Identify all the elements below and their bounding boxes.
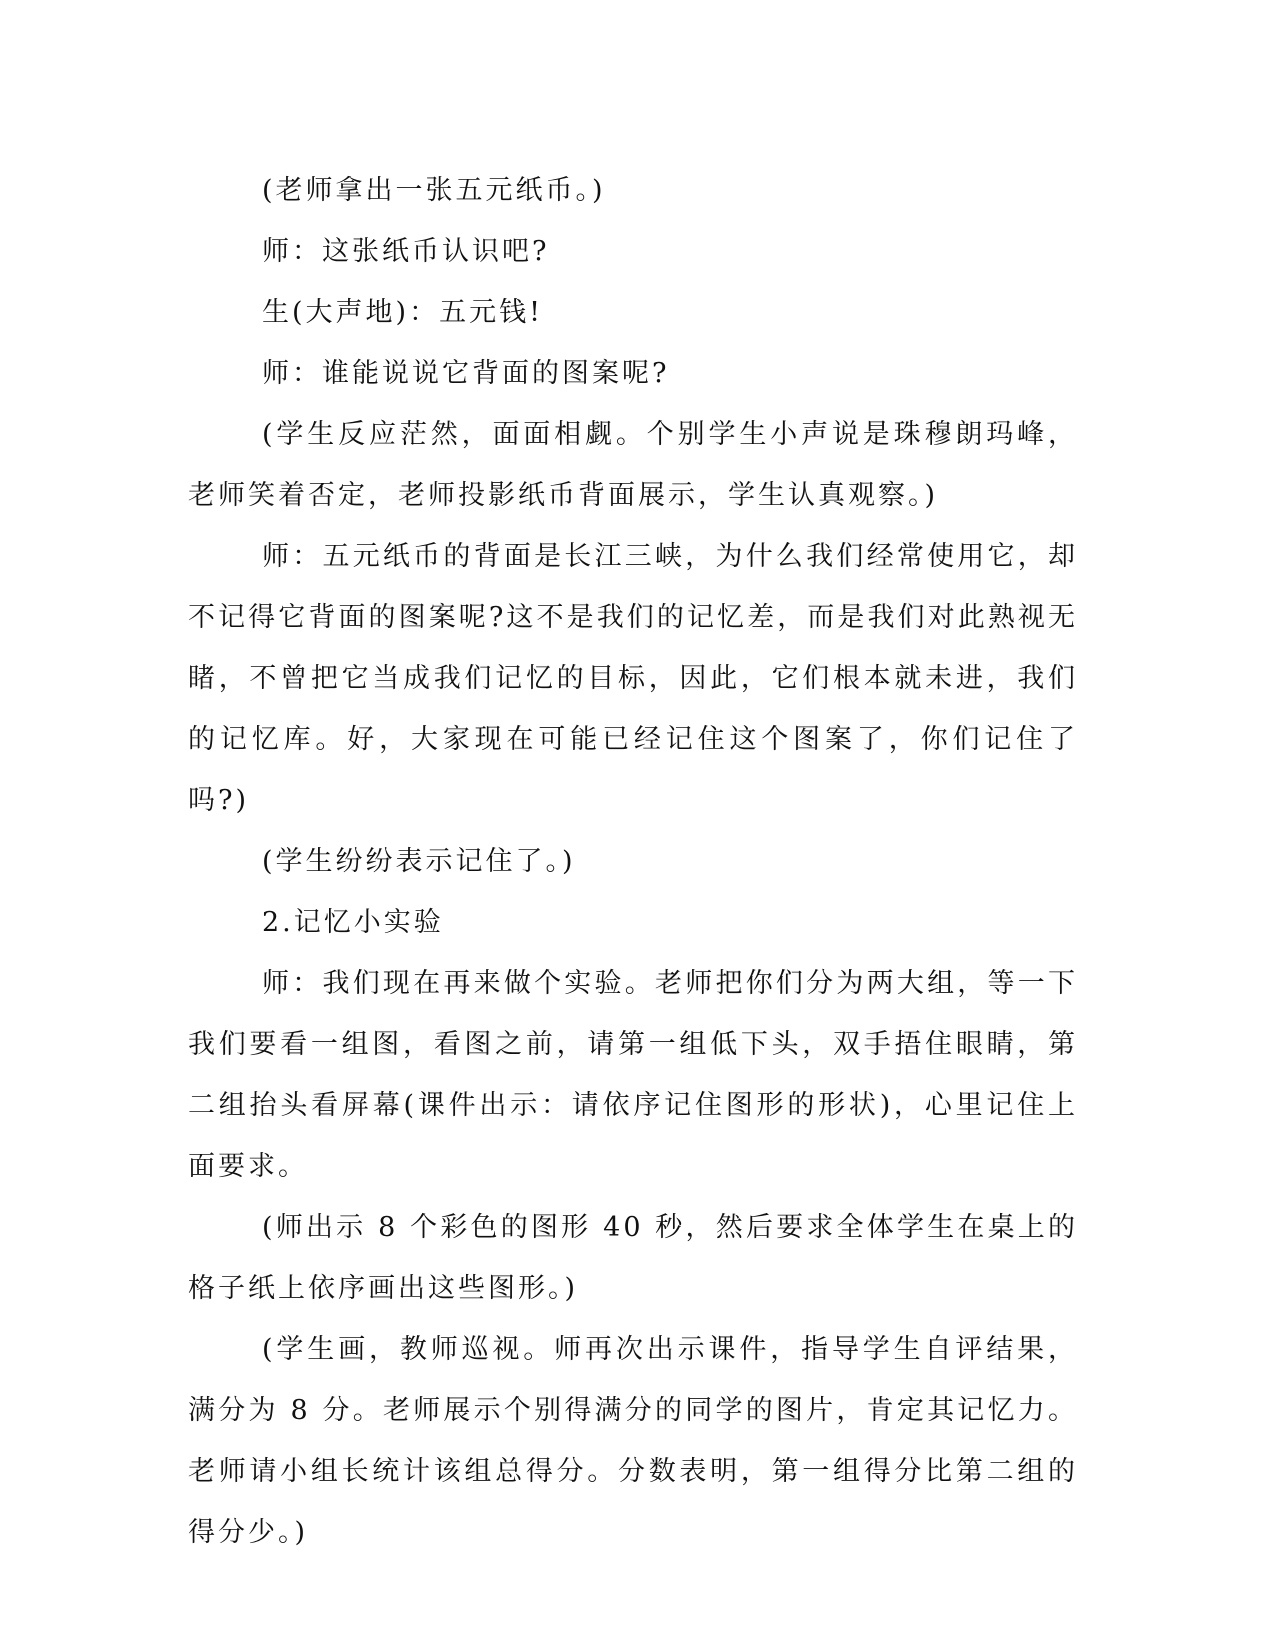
section-heading: 2.记忆小实验 — [262, 907, 444, 938]
paragraph: 师：这张纸币认识吧? — [262, 236, 550, 267]
paragraph: (师出示 8 个彩色的图形 40 秒，然后要求全体学生在桌上的格子纸上依序画出这些图形。) — [188, 1212, 1078, 1304]
paragraph: 师：谁能说说它背面的图案呢? — [262, 358, 670, 389]
paragraph: 生(大声地)：五元钱! — [262, 297, 543, 328]
paragraph: (学生画，教师巡视。师再次出示课件，指导学生自评结果，满分为 8 分。老师展示个别得满分的同学的图片，肯定其记忆力。老师请小组长统计该组总得分。分数表明，第一组得分比第二组的得分少。) — [188, 1334, 1078, 1548]
paragraph: 师：我们现在再来做个实验。老师把你们分为两大组，等一下我们要看一组图，看图之前，请第一组低下头，双手捂住眼睛，第二组抬头看屏幕(课件出示：请依序记住图形的形状)，心里记住上面要求。 — [188, 968, 1078, 1182]
paragraph: (老师拿出一张五元纸币。) — [262, 175, 606, 206]
document-body — [188, 160, 1078, 1563]
paragraph: (学生反应茫然，面面相觑。个别学生小声说是珠穆朗玛峰，老师笑着否定，老师投影纸币背面展示，学生认真观察。) — [188, 419, 1078, 511]
paragraph: (学生纷纷表示记住了。) — [262, 846, 576, 877]
paragraph: 师：五元纸币的背面是长江三峡，为什么我们经常使用它，却不记得它背面的图案呢?这不是我们的记忆差，而是我们对此熟视无睹，不曾把它当成我们记忆的目标，因此，它们根本就未进，我们的记忆库。好，大家现在可能已经记住这个图案了，你们记住了吗?) — [188, 541, 1078, 816]
